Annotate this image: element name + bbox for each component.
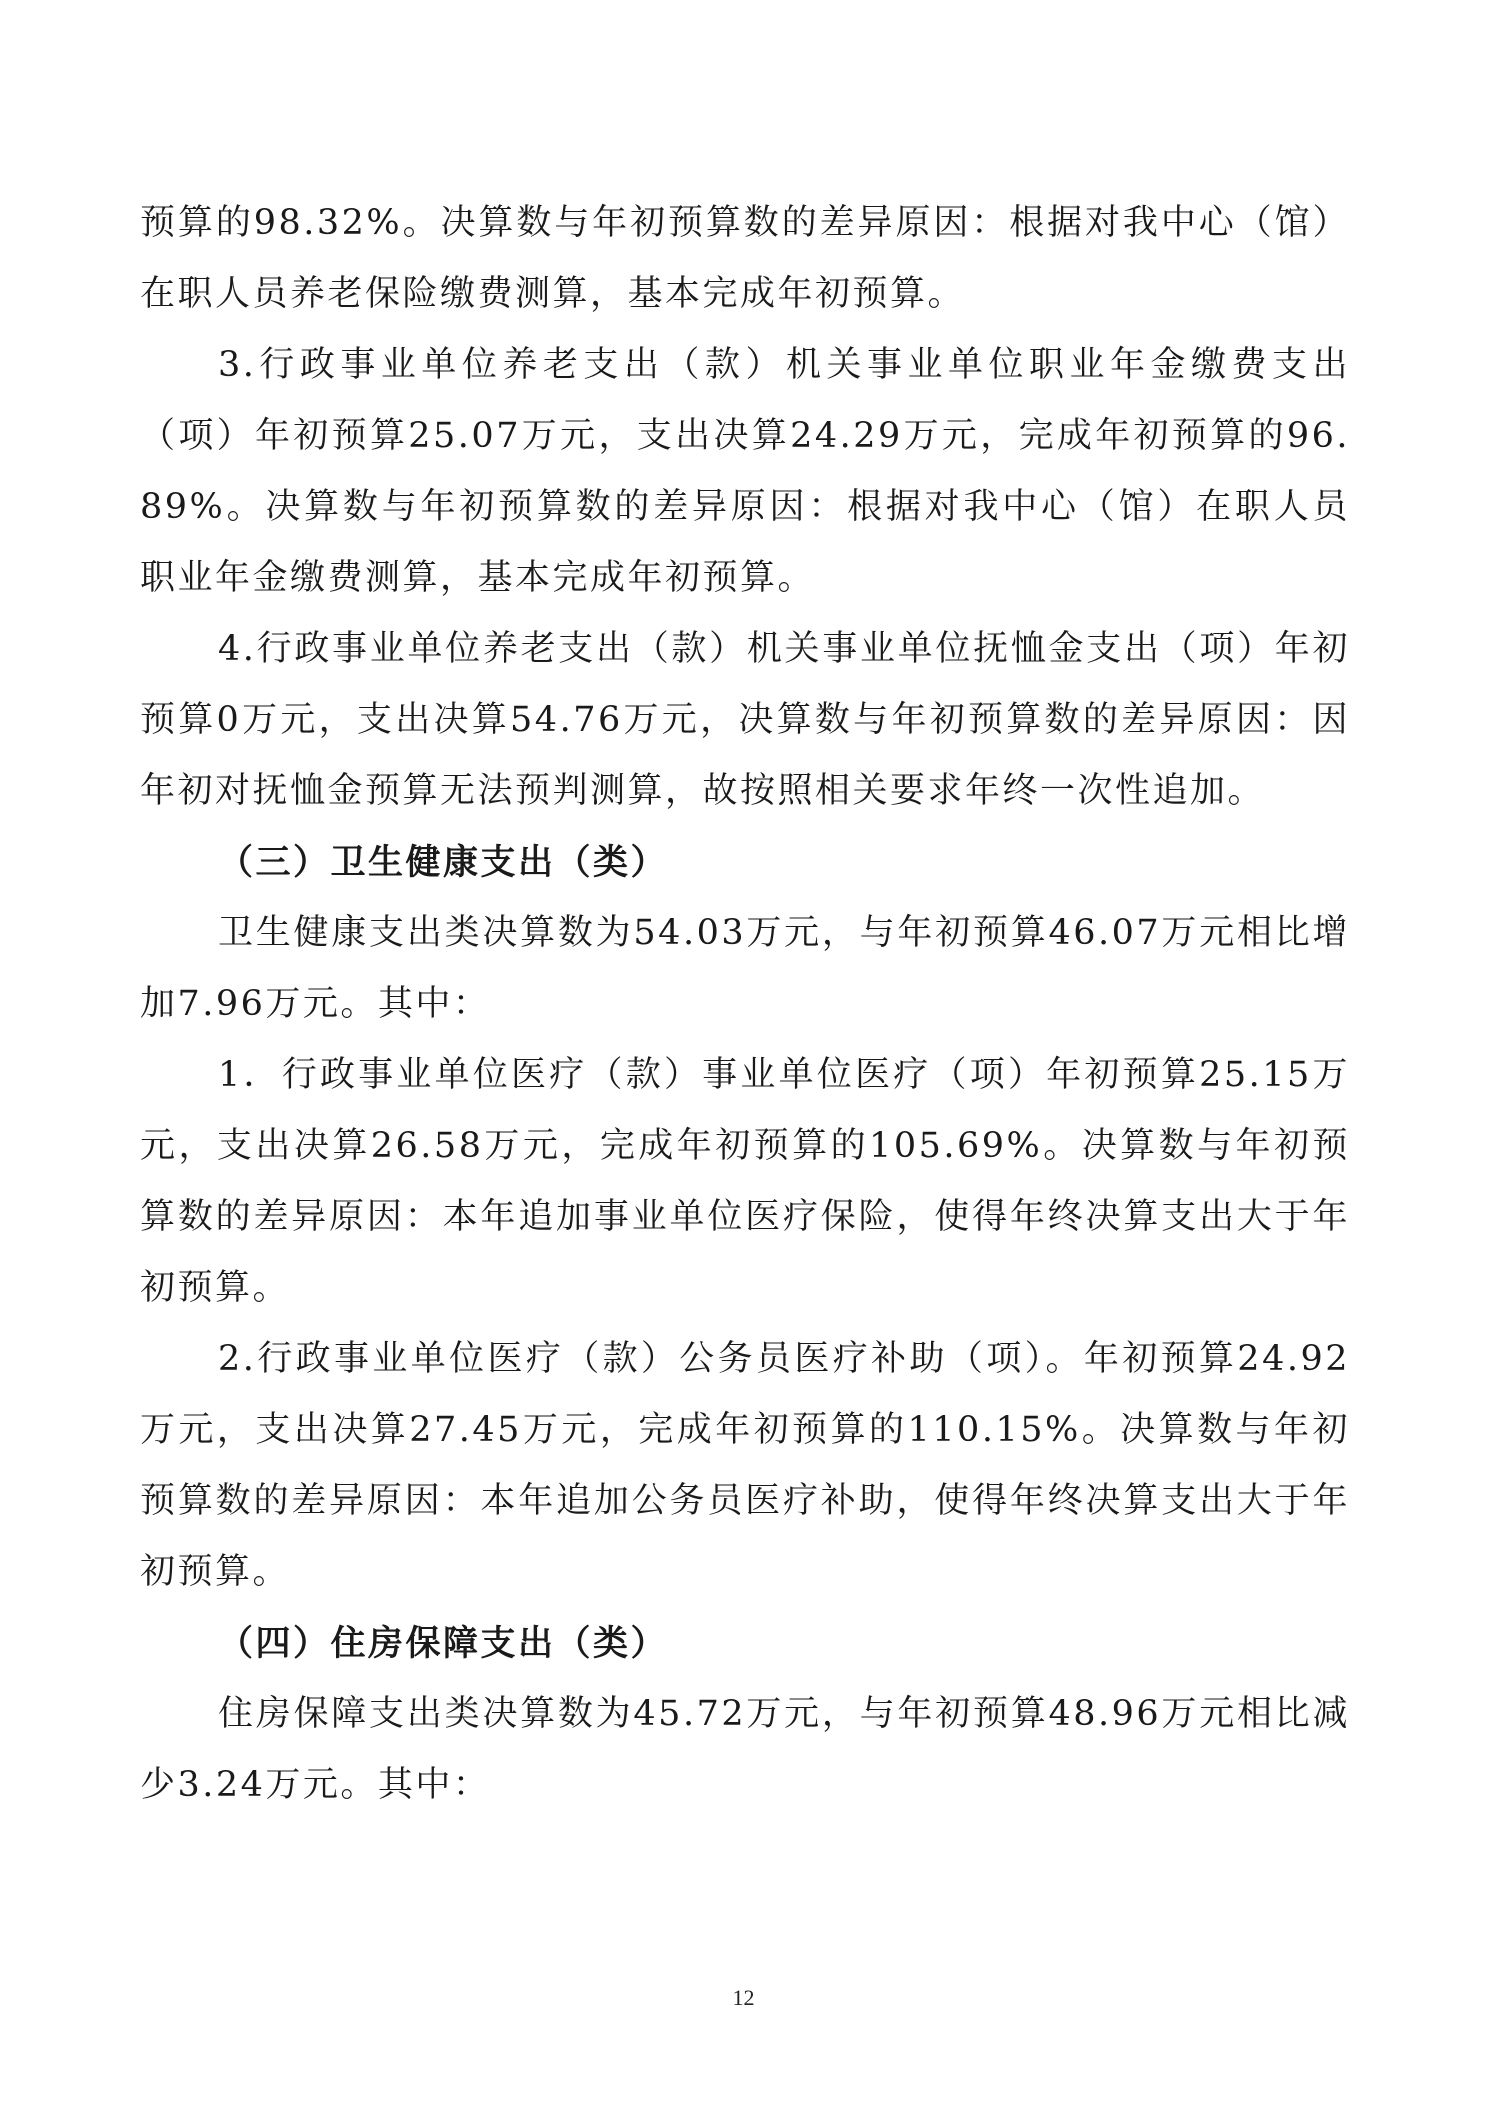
section-heading-health: （三）卫生健康支出（类） — [218, 842, 669, 883]
paragraph-occupational-annuity: 3.行政事业单位养老支出（款）机关事业单位职业年金缴费支出（项）年初预算25.07万元，支出决算24.29万元，完成年初预算的96.89%。决算数与年初预算数的差异原因：根据对我中心（馆）在职人员职业年金缴费测算，基本完成年初预算。 — [140, 345, 1350, 598]
paragraph-housing-summary: 住房保障支出类决算数为45.72万元，与年初预算48.96万元相比减少3.24万元。其中： — [140, 1694, 1350, 1805]
document-body — [140, 188, 1350, 1821]
paragraph-pension-compensation: 4.行政事业单位养老支出（款）机关事业单位抚恤金支出（项）年初预算0万元，支出决算54.76万元，决算数与年初预算数的差异原因：因年初对抚恤金预算无法预判测算，故按照相关要求年终一次性追加。 — [140, 629, 1350, 811]
paragraph-institution-medical: 1．行政事业单位医疗（款）事业单位医疗（项）年初预算25.15万元，支出决算26.58万元，完成年初预算的105.69%。决算数与年初预算数的差异原因：本年追加事业单位医疗保险，使得年终决算支出大于年初预算。 — [140, 1055, 1350, 1308]
paragraph-pension-insurance-cont: 预算的98.32%。决算数与年初预算数的差异原因：根据对我中心（馆）在职人员养老保险缴费测算，基本完成年初预算。 — [140, 203, 1350, 314]
paragraph-health-summary: 卫生健康支出类决算数为54.03万元，与年初预算46.07万元相比增加7.96万元。其中： — [140, 913, 1350, 1024]
paragraph-civil-servant-medical: 2.行政事业单位医疗（款）公务员医疗补助（项）。年初预算24.92万元，支出决算27.45万元，完成年初预算的110.15%。决算数与年初预算数的差异原因：本年追加公务员医疗补助，使得年终决算支出大于年初预算。 — [140, 1339, 1350, 1592]
section-heading-housing: （四）住房保障支出（类） — [218, 1623, 669, 1664]
page-number: 12 — [732, 1985, 755, 2010]
